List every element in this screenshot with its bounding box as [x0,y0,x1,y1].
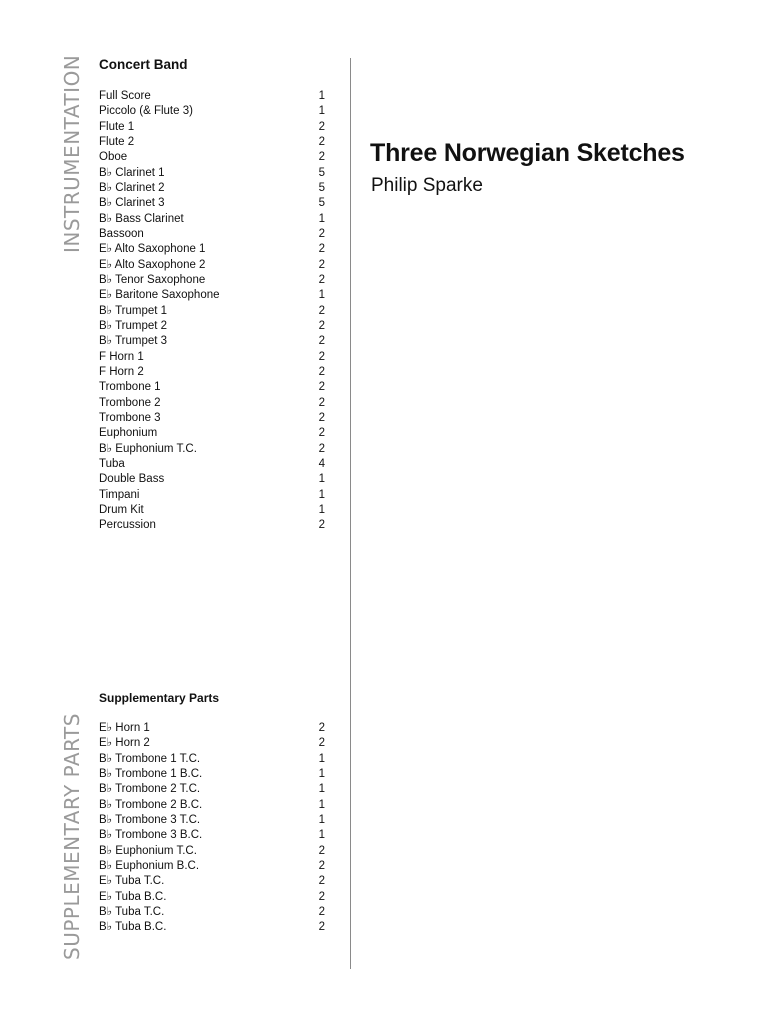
part-count: 2 [318,890,325,903]
part-name: B♭ Tenor Saxophone [99,273,206,286]
part-name: B♭ Tuba B.C. [99,921,167,934]
part-row [99,442,325,457]
concert-band-parts-list [99,89,325,534]
part-row [99,181,325,196]
part-row [99,752,325,767]
part-name: B♭ Trombone 1 T.C. [99,752,201,765]
part-name: E♭ Alto Saxophone 1 [99,243,206,256]
part-count: 1 [318,105,325,118]
part-count: 2 [318,427,325,440]
part-row [99,503,325,518]
part-row [99,196,325,211]
part-name: B♭ Trombone 3 B.C. [99,829,203,842]
part-row [99,767,325,782]
part-name: E♭ Horn 1 [99,722,150,734]
part-row [99,365,325,380]
part-name: E♭ Alto Saxophone 2 [99,258,206,271]
part-count: 2 [318,396,325,409]
part-row [99,488,325,503]
supplementary-parts-heading: Supplementary Parts [99,691,220,705]
vertical-divider [350,58,351,969]
part-name: B♭ Bass Clarinet [99,212,184,225]
part-row [99,227,325,242]
part-row [99,411,325,426]
part-count: 1 [318,813,325,826]
part-count: 2 [318,442,325,455]
part-count: 2 [318,921,325,934]
part-count: 2 [318,737,325,750]
part-name: B♭ Trombone 3 T.C. [99,813,201,826]
part-name: B♭ Trombone 2 B.C. [99,798,203,811]
piece-title: Three Norwegian Sketches [370,139,685,167]
part-name: Double Bass [99,473,165,486]
part-name: Full Score [99,90,151,102]
part-name: B♭ Euphonium B.C. [99,859,200,872]
concert-band-heading: Concert Band [99,57,188,72]
part-row [99,518,325,533]
part-row [99,920,325,935]
part-name: E♭ Baritone Saxophone [99,289,220,302]
part-row [99,736,325,751]
part-row [99,212,325,227]
part-name: B♭ Clarinet 2 [99,181,165,194]
part-row [99,890,325,905]
part-count: 2 [318,411,325,424]
part-name: B♭ Trombone 2 T.C. [99,783,201,796]
part-name: Flute 1 [99,120,135,133]
part-row [99,859,325,874]
part-name: F Horn 1 [99,350,144,363]
part-name: Percussion [99,519,156,532]
part-name: Trombone 2 [99,396,161,409]
part-count: 1 [318,767,325,780]
part-name: B♭ Trumpet 3 [99,335,168,348]
part-count: 2 [318,273,325,286]
part-count: 2 [318,519,325,532]
part-count: 1 [318,90,325,102]
part-count: 2 [318,227,325,240]
part-name: Tuba [99,457,125,470]
part-row [99,350,325,365]
part-row [99,426,325,441]
part-name: Bassoon [99,227,144,240]
supplementary-parts-list [99,721,325,936]
part-name: F Horn 2 [99,365,144,378]
part-count: 1 [318,289,325,302]
part-row [99,319,325,334]
part-name: Trombone 3 [99,411,161,424]
part-count: 2 [318,875,325,888]
part-name: B♭ Clarinet 3 [99,197,165,210]
part-count: 5 [318,181,325,194]
part-row [99,89,325,104]
part-count: 1 [318,503,325,516]
part-row [99,844,325,859]
part-count: 2 [318,844,325,857]
part-row [99,258,325,273]
part-name: B♭ Trombone 1 B.C. [99,767,203,780]
part-name: Euphonium [99,427,158,440]
part-count: 1 [318,798,325,811]
part-count: 2 [318,243,325,256]
part-name: E♭ Horn 2 [99,737,150,750]
part-count: 5 [318,197,325,210]
part-count: 2 [318,135,325,148]
part-count: 1 [318,212,325,225]
part-name: E♭ Tuba T.C. [99,875,165,888]
part-row [99,721,325,736]
part-count: 2 [318,120,325,133]
part-name: Drum Kit [99,503,144,516]
part-row [99,150,325,165]
part-count: 4 [318,457,325,470]
part-count: 2 [318,859,325,872]
part-count: 2 [318,258,325,271]
part-name: B♭ Tuba T.C. [99,905,165,918]
composer-name: Philip Sparke [371,175,483,196]
part-count: 1 [318,829,325,842]
instrumentation-side-label: INSTRUMENTATION [60,54,84,253]
part-name: Flute 2 [99,135,135,148]
part-row [99,120,325,135]
part-count: 1 [318,783,325,796]
part-name: B♭ Euphonium T.C. [99,442,197,455]
part-name: Oboe [99,151,128,164]
part-row [99,905,325,920]
part-count: 2 [318,722,325,734]
part-row [99,798,325,813]
part-row [99,813,325,828]
part-count: 2 [318,350,325,363]
part-row [99,104,325,119]
part-count: 2 [318,335,325,348]
part-row [99,380,325,395]
part-row [99,472,325,487]
part-count: 2 [318,319,325,332]
part-row [99,273,325,288]
part-count: 2 [318,304,325,317]
part-name: B♭ Trumpet 1 [99,304,168,317]
part-row [99,782,325,797]
part-row [99,457,325,472]
part-row [99,166,325,181]
part-name: B♭ Euphonium T.C. [99,844,197,857]
part-count: 2 [318,905,325,918]
part-row [99,242,325,257]
part-row [99,334,325,349]
part-count: 2 [318,151,325,164]
part-name: B♭ Clarinet 1 [99,166,165,179]
part-count: 1 [318,488,325,501]
part-name: E♭ Tuba B.C. [99,890,167,903]
part-count: 1 [318,473,325,486]
part-row [99,396,325,411]
part-row [99,288,325,303]
part-count: 5 [318,166,325,179]
part-row [99,304,325,319]
part-row [99,135,325,150]
part-count: 2 [318,381,325,394]
part-name: B♭ Trumpet 2 [99,319,168,332]
part-name: Trombone 1 [99,381,161,394]
part-row [99,828,325,843]
part-count: 1 [318,752,325,765]
part-name: Piccolo (& Flute 3) [99,105,193,118]
part-count: 2 [318,365,325,378]
part-name: Timpani [99,488,140,501]
supplementary-parts-side-label: SUPPLEMENTARY PARTS [60,713,84,960]
part-row [99,874,325,889]
